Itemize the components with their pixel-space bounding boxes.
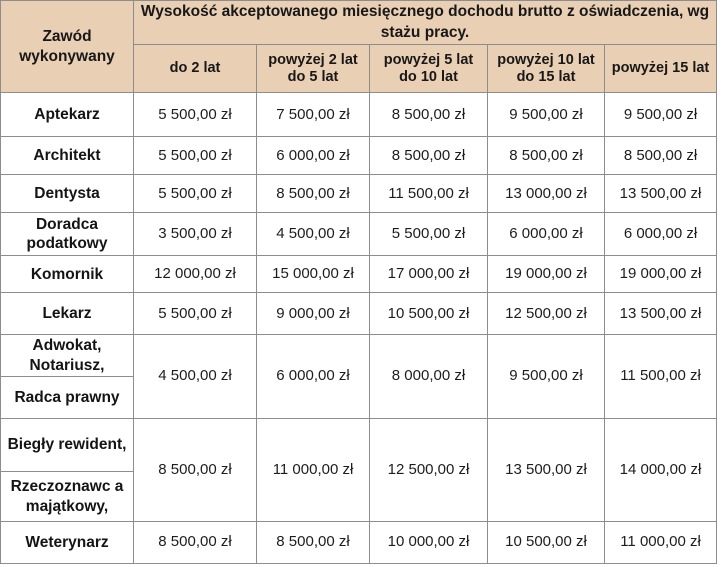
row-value-2: 8 000,00 zł [370, 335, 488, 419]
header-profession-line1: Zawód [42, 28, 92, 46]
row-value-0: 5 500,00 zł [134, 93, 257, 137]
row-value-1: 8 500,00 zł [257, 175, 370, 213]
row-value-4: 14 000,00 zł [605, 419, 717, 522]
row-profession: Lekarz [1, 293, 134, 335]
table-row [1, 175, 717, 213]
row-profession: Komornik [1, 256, 134, 293]
row-value-1: 11 000,00 zł [257, 419, 370, 522]
table-row [1, 93, 717, 137]
row-value-1: 15 000,00 zł [257, 256, 370, 293]
row-value-4: 11 000,00 zł [605, 522, 717, 564]
row-profession: Aptekarz [1, 93, 134, 137]
row-value-4: 6 000,00 zł [605, 213, 717, 256]
table-row [1, 137, 717, 175]
row-value-3: 8 500,00 zł [488, 137, 605, 175]
row-value-2: 10 500,00 zł [370, 293, 488, 335]
row-value-2: 8 500,00 zł [370, 137, 488, 175]
row-value-2: 10 000,00 zł [370, 522, 488, 564]
row-value-1: 6 000,00 zł [257, 335, 370, 419]
table-row [1, 256, 717, 293]
row-profession-part-1: Biegły rewident, [1, 419, 134, 472]
row-value-1: 7 500,00 zł [257, 93, 370, 137]
header-column-powyzej-15-lat: powyżej 15 lat [605, 45, 717, 93]
table-row [1, 213, 717, 256]
row-value-4: 11 500,00 zł [605, 335, 717, 419]
row-value-1: 8 500,00 zł [257, 522, 370, 564]
row-value-0: 12 000,00 zł [134, 256, 257, 293]
table-row [1, 419, 717, 472]
row-value-1: 9 000,00 zł [257, 293, 370, 335]
row-value-3: 13 000,00 zł [488, 175, 605, 213]
row-value-2: 17 000,00 zł [370, 256, 488, 293]
row-value-0: 8 500,00 zł [134, 522, 257, 564]
table-row [1, 335, 717, 377]
table-row [1, 522, 717, 564]
row-profession: Doradca podatkowy [1, 213, 134, 256]
row-value-2: 11 500,00 zł [370, 175, 488, 213]
row-value-0: 3 500,00 zł [134, 213, 257, 256]
row-profession: Architekt [1, 137, 134, 175]
header-group-title: Wysokość akceptowanego miesięcznego dochodu brutto z oświadczenia, wg stażu pracy. [134, 1, 717, 45]
row-value-1: 6 000,00 zł [257, 137, 370, 175]
header-profession-label [1, 1, 134, 93]
row-value-3: 13 500,00 zł [488, 419, 605, 522]
row-value-0: 5 500,00 zł [134, 137, 257, 175]
row-value-1: 4 500,00 zł [257, 213, 370, 256]
row-value-0: 8 500,00 zł [134, 419, 257, 522]
row-value-4: 13 500,00 zł [605, 293, 717, 335]
row-profession-part-1: Adwokat, Notariusz, [1, 335, 134, 377]
row-value-3: 12 500,00 zł [488, 293, 605, 335]
table-header-row-title [1, 1, 717, 45]
header-column-powyzej-5-do-10-lat: powyżej 5 lat do 10 lat [370, 45, 488, 93]
row-value-4: 13 500,00 zł [605, 175, 717, 213]
row-value-0: 4 500,00 zł [134, 335, 257, 419]
header-profession-line2: wykonywany [19, 47, 115, 65]
header-column-powyzej-2-do-5-lat: powyżej 2 lat do 5 lat [257, 45, 370, 93]
row-value-2: 12 500,00 zł [370, 419, 488, 522]
row-value-3: 9 500,00 zł [488, 93, 605, 137]
row-profession-part-2: Radca prawny [1, 377, 134, 419]
table-row [1, 293, 717, 335]
row-value-3: 10 500,00 zł [488, 522, 605, 564]
row-value-3: 6 000,00 zł [488, 213, 605, 256]
header-column-powyzej-10-do-15-lat: powyżej 10 lat do 15 lat [488, 45, 605, 93]
row-profession: Weterynarz [1, 522, 134, 564]
row-value-0: 5 500,00 zł [134, 293, 257, 335]
row-value-4: 9 500,00 zł [605, 93, 717, 137]
row-profession-part-2: Rzeczoznawc a majątkowy, [1, 472, 134, 522]
row-value-4: 19 000,00 zł [605, 256, 717, 293]
row-profession: Dentysta [1, 175, 134, 213]
row-value-2: 8 500,00 zł [370, 93, 488, 137]
header-column-do-2-lat: do 2 lat [134, 45, 257, 93]
row-value-4: 8 500,00 zł [605, 137, 717, 175]
row-value-0: 5 500,00 zł [134, 175, 257, 213]
row-value-3: 19 000,00 zł [488, 256, 605, 293]
row-value-2: 5 500,00 zł [370, 213, 488, 256]
row-value-3: 9 500,00 zł [488, 335, 605, 419]
